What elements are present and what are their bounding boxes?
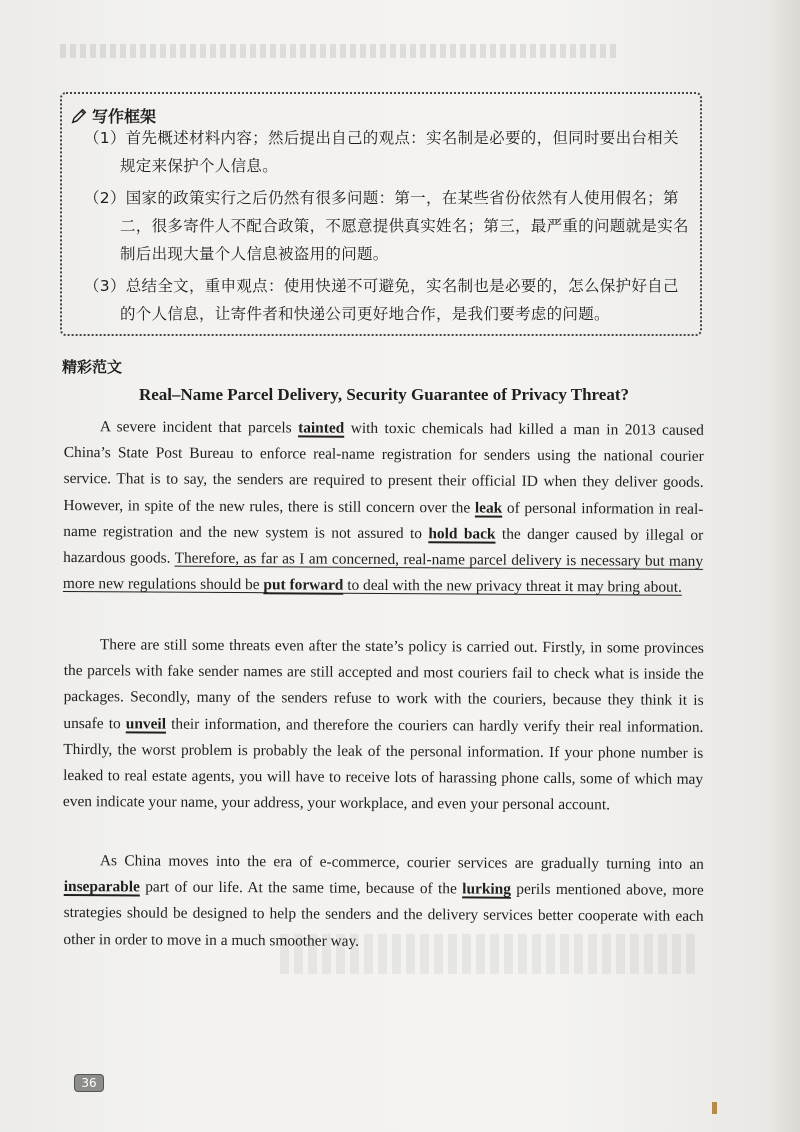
essay-title: Real–Name Parcel Delivery, Security Guarantee of Privacy Threat? xyxy=(138,385,630,404)
writing-framework-box xyxy=(60,92,702,336)
keyword: lurking xyxy=(462,880,512,898)
pencil-icon xyxy=(70,107,88,125)
text-run: their information, and therefore the couriers can hardly verify their real information. Thirdly, the worst problem is probably the leak of the personal information. If your phone number is leaked to real estate agents, you will have to receive lots of harassing phone calls, some of which may even indicate your name, your address, your workplace, and even your personal account. xyxy=(62,715,704,814)
header-strip xyxy=(60,44,620,58)
text-run: As China moves into the era of e-commerce, courier services are gradually turning into an xyxy=(99,852,704,873)
thesis-sentence: Therefore, as far as I am concerned, real-name parcel delivery is necessary but many more new regulations should be xyxy=(62,549,704,594)
outline-item-3: （3）总结全文，重申观点：使用快递不可避免，实名制也是必要的，怎么保护好自己的个人信息，让寄件者和快递公司更好地合作，是我们要考虑的问题。 xyxy=(84,277,679,323)
writing-framework-label: 写作框架 xyxy=(92,107,157,126)
text-run: part of our life. At the same time, because of the xyxy=(139,878,463,898)
text-run: with toxic chemicals had killed a man in 2013 caused China’s State Post Bureau to enforce real-name registration for senders using the national courier service. That is to say, the senders are required to present their official ID when they deliver goods. However, in spite of the new rules, there is still concern over the xyxy=(63,419,704,517)
keyword: put forward xyxy=(263,576,344,594)
outline-item-1: （1）首先概述材料内容；然后提出自己的观点：实名制是必要的，但同时要出台相关规定来保护个人信息。 xyxy=(84,129,679,175)
outline-item-2: （2）国家的政策实行之后仍然有很多问题：第一，在某些省份依然有人使用假名；第二，很多寄件人不配合政策，不愿意提供真实姓名；第三，最严重的问题就是实名制后出现大量个人信息被盗用的问题。 xyxy=(84,189,689,263)
keyword: unveil xyxy=(125,714,167,733)
thesis-sentence-end: to deal with the new privacy threat it may bring about. xyxy=(343,576,682,596)
essay-paragraph-1 xyxy=(63,414,704,601)
keyword: hold back xyxy=(428,525,496,543)
bleed-through xyxy=(280,934,700,974)
text-run: A severe incident that parcels xyxy=(99,418,299,437)
essay-paragraph-2 xyxy=(63,632,704,819)
spine-mark xyxy=(712,1102,717,1114)
page-number: 36 xyxy=(74,1074,104,1092)
keyword: tainted xyxy=(298,419,345,437)
text-run: the danger caused by illegal or hazardous goods. xyxy=(63,525,704,567)
text-run: perils mentioned above, more strategies should be designed to help the senders and the delivery services better cooperate with each other in order to move in a much smoother way. xyxy=(63,880,704,950)
keyword: leak xyxy=(474,499,503,517)
section-heading: 精彩范文 xyxy=(62,358,123,376)
text-run: of personal information in real-name registration and the new system is not assured to xyxy=(63,499,704,543)
text-run: There are still some threats even after the state’s policy is carried out. Firstly, in some provinces the parcels with fake sender names are still accepted and most couriers fail to check what is inside the packages. Secondly, many of the senders refuse to work with the couriers, because they think it is unsafe to xyxy=(63,636,704,732)
keyword: inseparable xyxy=(63,878,140,896)
